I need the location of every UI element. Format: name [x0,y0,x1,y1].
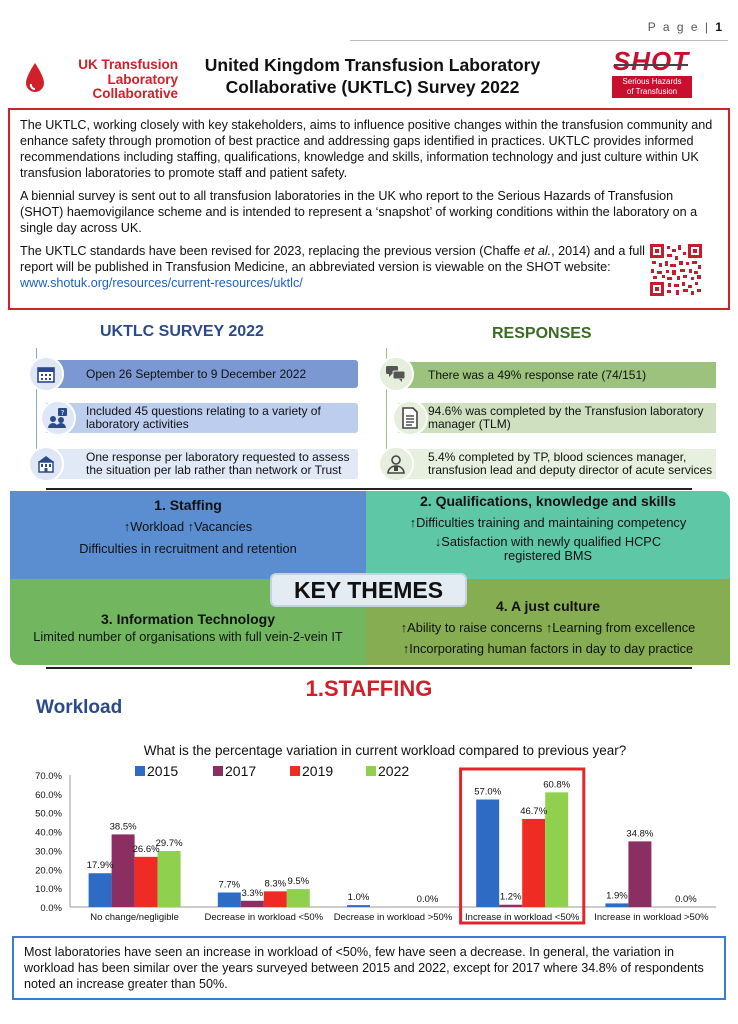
svg-text:?: ? [60,409,65,417]
theme-information-technology: 3. Information Technology Limited number of organisations with full vein-2-vein IT [10,579,366,665]
y-tick-label: 10.0% [35,884,62,896]
legend-swatch-2019 [290,766,300,776]
survey-item-dates: Open 26 September to 9 December 2022 [46,360,358,388]
response-item-others: 5.4% completed by TP, blood sciences manager, transfusion lead and deputy director of acute services [398,449,716,479]
bar-2015-0 [89,873,112,907]
person-icon [378,446,414,482]
data-label: 9.5% [287,876,310,888]
blood-drop-icon [24,62,46,94]
y-tick-label: 30.0% [35,846,62,858]
legend-label-2019: 2019 [302,763,334,779]
data-label: 34.8% [626,828,654,840]
survey-item-questions: Included 45 questions relating to a variety of laboratory activities [46,403,358,433]
response-item-rate: There was a 49% response rate (74/151) [398,362,716,388]
legend-label-2022: 2022 [378,763,410,779]
theme-staffing: 1. Staffing ↑Workload ↑Vacancies Difficulties in recruitment and retention [10,491,366,579]
shot-logo-subtitle: Serious Hazards of Transfusion [612,76,692,98]
summary-box: Most laboratories have seen an increase in workload of <50%, few have seen a decrease. In general, the variation in workload has been similar over the years surveyed between 2015 and 2022, except for 2017 where 34.8% of respondents noted an increase greater than 50%. [12,936,726,1000]
bar-2017-3 [499,905,522,907]
data-label: 8.3% [264,878,287,890]
data-label: 7.7% [218,879,241,891]
responses-heading: RESPONSES [492,325,592,342]
x-tick-label: Increase in workload <50% [465,912,580,923]
y-tick-label: 0.0% [40,903,62,914]
intro-paragraph-1: The UKTLC, working closely with key stakeholders, aims to influence positive changes within the transfusion community and enhance safety through promotion of best practice and addressing gaps identified in practices. UKTLC provides informed recommendations including staffing, qualifications, knowledge and skills, information technology and just culture within UK transfusion laboratories to promote staff and patient safety. [20,118,713,180]
x-tick-label: No change/negligible [90,912,179,923]
data-label: 26.6% [132,843,160,855]
document-icon [392,400,428,436]
questions-people-icon [40,400,76,436]
x-tick-label: Increase in workload >50% [594,912,709,923]
chat-bubbles-icon [378,356,414,392]
theme-qualifications: 2. Qualifications, knowledge and skills ↑Difficulties training and maintaining competency ↓Satisfaction with newly qualified HCPC registered BMS [366,491,730,579]
survey-heading: UKTLC SURVEY 2022 [100,323,264,340]
bar-2019-0 [135,857,158,907]
data-label: 60.8% [543,779,571,791]
legend-label-2015: 2015 [147,763,179,779]
x-tick-label: Decrease in workload >50% [333,912,453,923]
y-tick-label: 70.0% [35,771,62,782]
data-label: 1.9% [606,890,628,902]
data-label: 46.7% [520,805,548,817]
intro-paragraph-3: The UKTLC standards have been revised for 2023, replacing the previous version (Chaffe et al., 2014) and a full report will be published in Transfusion Medicine, an abbreviated version is viewable on the SHOT website: www.shotuk.org/resources/current-resources/uktlc/ [20,244,645,290]
staffing-heading: 1.STAFFING [305,676,433,701]
legend-swatch-2022 [366,766,376,776]
y-tick-label: 60.0% [35,789,62,801]
bar-2019-1 [264,891,287,907]
data-label: 3.3% [241,887,264,899]
bar-2015-3 [476,800,499,907]
y-tick-label: 50.0% [35,808,62,820]
legend-swatch-2015 [135,766,145,776]
building-icon [28,446,64,482]
data-label: 29.7% [155,837,183,849]
bar-2015-4 [605,903,628,907]
header-rule [350,40,728,41]
y-tick-label: 40.0% [35,827,62,839]
legend-label-2017: 2017 [225,763,257,779]
workload-variation-chart [0,740,738,930]
page-number: P a g e | 1 [647,20,724,34]
data-label: 1.2% [499,891,522,903]
data-label: 17.9% [86,860,114,872]
bar-2015-1 [218,892,241,907]
bar-2022-0 [158,851,181,907]
bar-2022-1 [287,889,310,907]
uktlc-logo [20,56,178,106]
qr-code-icon[interactable] [650,244,702,296]
shot-website-link[interactable]: www.shotuk.org/resources/current-resources/uktlc/ [20,276,303,290]
theme-just-culture: 4. A just culture ↑Ability to raise concerns ↑Learning from excellence ↑Incorporating human factors in day to day practice [366,579,730,665]
intro-paragraph-2: A biennial survey is sent out to all transfusion laboratories in the UK who report to the Serious Hazards of Transfusion (SHOT) haemovigilance scheme and is intended to represent a ‘snapshot’ of working conditions within the laboratory on a single day across UK. [20,189,698,235]
uktlc-logo-text: UK Transfusion Laboratory Collaborative [78,57,178,101]
key-themes-label: KEY THEMES [270,573,467,607]
workload-heading: Workload [36,697,123,718]
bar-2015-2 [347,905,370,907]
intro-box [8,108,730,310]
bar-2017-4 [628,841,651,907]
shot-logo-word: SHOT [612,46,690,76]
legend-swatch-2017 [213,766,223,776]
data-label: 0.0% [675,894,697,905]
y-tick-label: 20.0% [35,865,62,877]
data-label: 57.0% [474,786,502,798]
x-tick-label: Decrease in workload <50% [204,912,324,923]
bar-2019-3 [522,819,545,907]
chart-title: What is the percentage variation in current workload compared to previous year? [143,743,627,758]
shot-logo [608,46,694,98]
data-label: 0.0% [416,894,439,905]
calendar-icon [28,356,64,392]
survey-item-one-response: One response per laboratory requested to assess the situation per lab rather than network or Trust [46,449,358,479]
bar-2017-0 [112,834,135,907]
response-item-tlm: 94.6% was completed by the Transfusion laboratory manager (TLM) [398,403,716,433]
data-label: 1.0% [347,892,370,904]
bar-2022-3 [545,792,568,907]
page-title: United Kingdom Transfusion Laboratory Collaborative (UKTLC) Survey 2022 [204,55,541,97]
bar-2017-1 [241,901,264,907]
data-label: 38.5% [109,821,137,833]
